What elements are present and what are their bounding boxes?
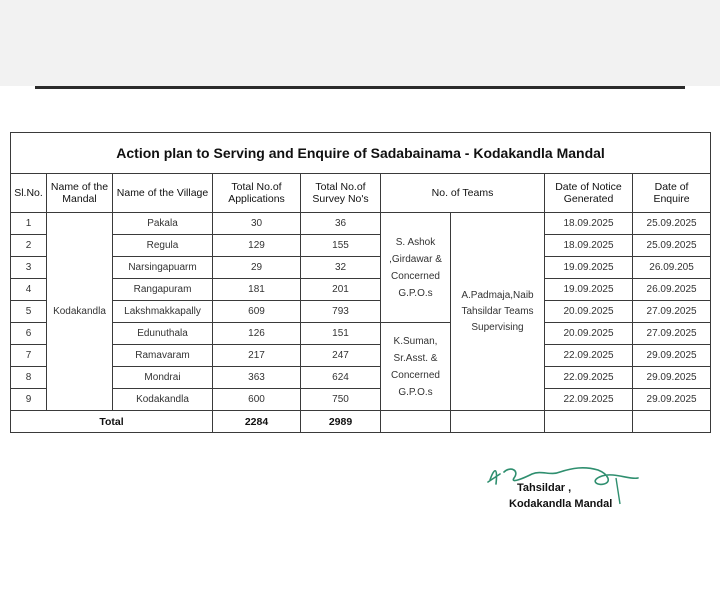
cell-survey: 155 (301, 235, 381, 257)
cell-applications: 363 (213, 367, 301, 389)
table-title: Action plan to Serving and Enquire of Sadabainama - Kodakandla Mandal (11, 133, 711, 174)
cell-survey: 247 (301, 345, 381, 367)
title-row (11, 133, 711, 174)
table-row (11, 235, 711, 257)
signature-office: Kodakandla Mandal (509, 498, 613, 510)
cell-sl: 7 (11, 345, 47, 367)
cell-notice: 19.09.2025 (545, 257, 633, 279)
page-edge-line (35, 86, 685, 89)
cell-enquire: 26.09.205 (633, 257, 711, 279)
cell-enquire: 27.09.2025 (633, 323, 711, 345)
cell-supervisor: A.Padmaja,Naib Tahsildar Teams Supervising (451, 213, 545, 411)
cell-village: Narsingapuarm (113, 257, 213, 279)
cell-notice: 22.09.2025 (545, 345, 633, 367)
cell-notice: 20.09.2025 (545, 301, 633, 323)
cell-village: Rangapuram (113, 279, 213, 301)
header-teams: No. of Teams (381, 174, 545, 213)
cell-survey: 750 (301, 389, 381, 411)
cell-survey: 624 (301, 367, 381, 389)
cell-village: Mondrai (113, 367, 213, 389)
cell-sl: 8 (11, 367, 47, 389)
table-row (11, 367, 711, 389)
header-notice-date: Date of Notice Generated (545, 174, 633, 213)
cell-sl: 6 (11, 323, 47, 345)
cell-village: Edunuthala (113, 323, 213, 345)
cell-enquire: 27.09.2025 (633, 301, 711, 323)
cell-applications: 609 (213, 301, 301, 323)
cell-applications: 217 (213, 345, 301, 367)
table-row (11, 389, 711, 411)
cell-village: Lakshmakkapally (113, 301, 213, 323)
cell-applications: 30 (213, 213, 301, 235)
signature-title: Tahsildar , (517, 482, 572, 494)
cell-applications: 129 (213, 235, 301, 257)
header-applications: Total No.of Applications (213, 174, 301, 213)
total-row (11, 411, 711, 433)
cell-sl: 4 (11, 279, 47, 301)
header-row (11, 174, 711, 213)
cell-sl: 2 (11, 235, 47, 257)
cell-sl: 3 (11, 257, 47, 279)
cell-village: Regula (113, 235, 213, 257)
header-mandal: Name of the Mandal (47, 174, 113, 213)
cell-enquire: 29.09.2025 (633, 345, 711, 367)
header-village: Name of the Village (113, 174, 213, 213)
table-row (11, 301, 711, 323)
table-row (11, 345, 711, 367)
cell-survey: 201 (301, 279, 381, 301)
total-blank-2 (451, 411, 545, 433)
top-blank-band (0, 0, 720, 86)
table-row (11, 257, 711, 279)
header-sl-no: Sl.No. (11, 174, 47, 213)
total-blank-1 (381, 411, 451, 433)
cell-notice: 20.09.2025 (545, 323, 633, 345)
cell-sl: 1 (11, 213, 47, 235)
cell-applications: 600 (213, 389, 301, 411)
total-blank-3 (545, 411, 633, 433)
action-plan-table (10, 132, 711, 433)
table-row (11, 213, 711, 235)
cell-team-2: K.Suman, Sr.Asst. & Concerned G.P.O.s (381, 323, 451, 411)
cell-mandal: Kodakandla (47, 213, 113, 411)
cell-enquire: 26.09.2025 (633, 279, 711, 301)
cell-notice: 18.09.2025 (545, 235, 633, 257)
table-row (11, 279, 711, 301)
action-plan-document (10, 132, 710, 433)
cell-survey: 793 (301, 301, 381, 323)
cell-team-1: S. Ashok ,Girdawar & Concerned G.P.O.s (381, 213, 451, 323)
cell-survey: 151 (301, 323, 381, 345)
total-blank-4 (633, 411, 711, 433)
cell-village: Pakala (113, 213, 213, 235)
cell-notice: 22.09.2025 (545, 389, 633, 411)
cell-enquire: 29.09.2025 (633, 389, 711, 411)
cell-applications: 181 (213, 279, 301, 301)
cell-sl: 5 (11, 301, 47, 323)
cell-survey: 32 (301, 257, 381, 279)
cell-notice: 19.09.2025 (545, 279, 633, 301)
total-applications: 2284 (213, 411, 301, 433)
total-label: Total (11, 411, 213, 433)
cell-enquire: 25.09.2025 (633, 213, 711, 235)
cell-sl: 9 (11, 389, 47, 411)
header-survey-nos: Total No.of Survey No's (301, 174, 381, 213)
cell-notice: 22.09.2025 (545, 367, 633, 389)
cell-enquire: 29.09.2025 (633, 367, 711, 389)
header-enquire-date: Date of Enquire (633, 174, 711, 213)
cell-notice: 18.09.2025 (545, 213, 633, 235)
signature-block (509, 480, 613, 512)
table-row (11, 323, 711, 345)
total-survey: 2989 (301, 411, 381, 433)
cell-applications: 29 (213, 257, 301, 279)
cell-enquire: 25.09.2025 (633, 235, 711, 257)
cell-village: Ramavaram (113, 345, 213, 367)
cell-survey: 36 (301, 213, 381, 235)
cell-applications: 126 (213, 323, 301, 345)
cell-village: Kodakandla (113, 389, 213, 411)
